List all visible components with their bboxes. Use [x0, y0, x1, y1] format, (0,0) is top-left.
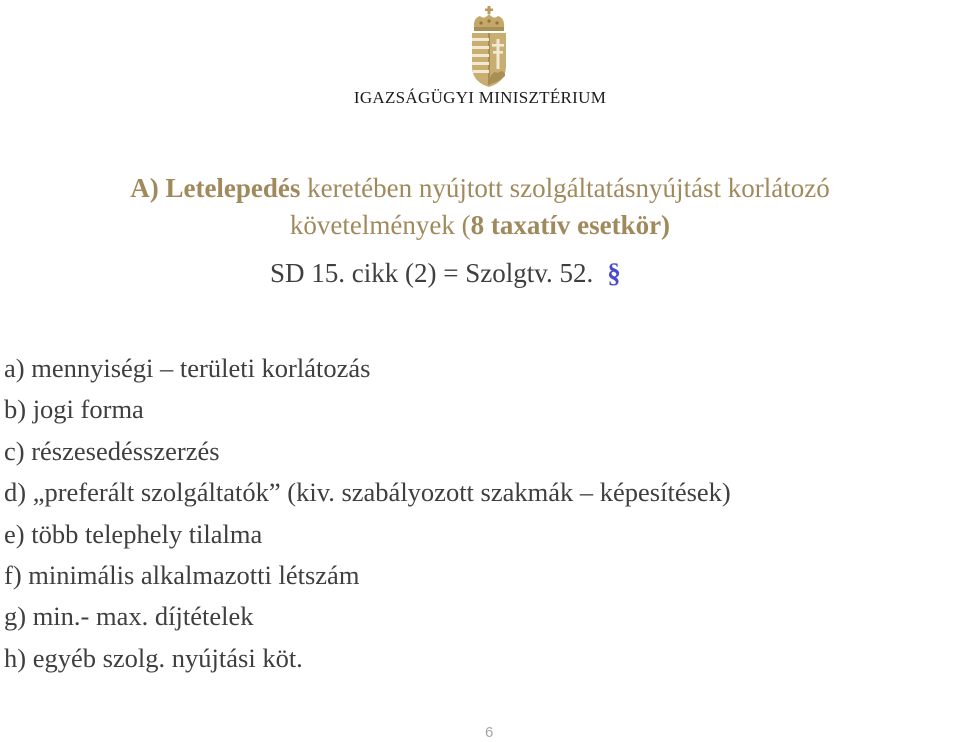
list-item: h) egyéb szolg. nyújtási köt. — [4, 642, 303, 673]
legal-reference-text: SD 15. cikk (2) = Szolgtv. 52. — [270, 258, 594, 288]
ministry-name: IGAZSÁGÜGYI MINISZTÉRIUM — [353, 88, 607, 107]
requirements-list — [4, 348, 731, 679]
list-item: g) min.- max. díjtételek — [4, 601, 254, 632]
title-line-2 — [0, 207, 960, 244]
title-bold-part: A) Letelepedés — [130, 173, 301, 203]
slide-title — [0, 170, 960, 244]
list-item: b) jogi forma — [4, 394, 144, 425]
list-item: e) több telephely tilalma — [4, 518, 263, 549]
title-line-1 — [130, 173, 830, 203]
list-item: f) minimális alkalmazotti létszám — [4, 560, 360, 591]
list-item: d) „preferált szolgáltatók” (kiv. szabályozott szakmák – képesítések) — [4, 477, 731, 508]
hungarian-coat-of-arms-icon — [466, 6, 512, 88]
list-item: a) mennyiségi – területi korlátozás — [4, 353, 371, 383]
paragraph-sign: § — [607, 258, 621, 288]
title-regular-part-2: követelmények ( — [289, 210, 471, 240]
title-regular-part: keretében nyújtott szolgáltatásnyújtást korlátozó — [300, 173, 830, 203]
page-number: 6 — [485, 724, 494, 741]
title-bold-part-2: 8 taxatív esetkör) — [470, 210, 671, 240]
ministry-logo — [0, 0, 960, 120]
legal-reference — [270, 258, 621, 289]
list-item: c) részesedésszerzés — [4, 435, 220, 466]
